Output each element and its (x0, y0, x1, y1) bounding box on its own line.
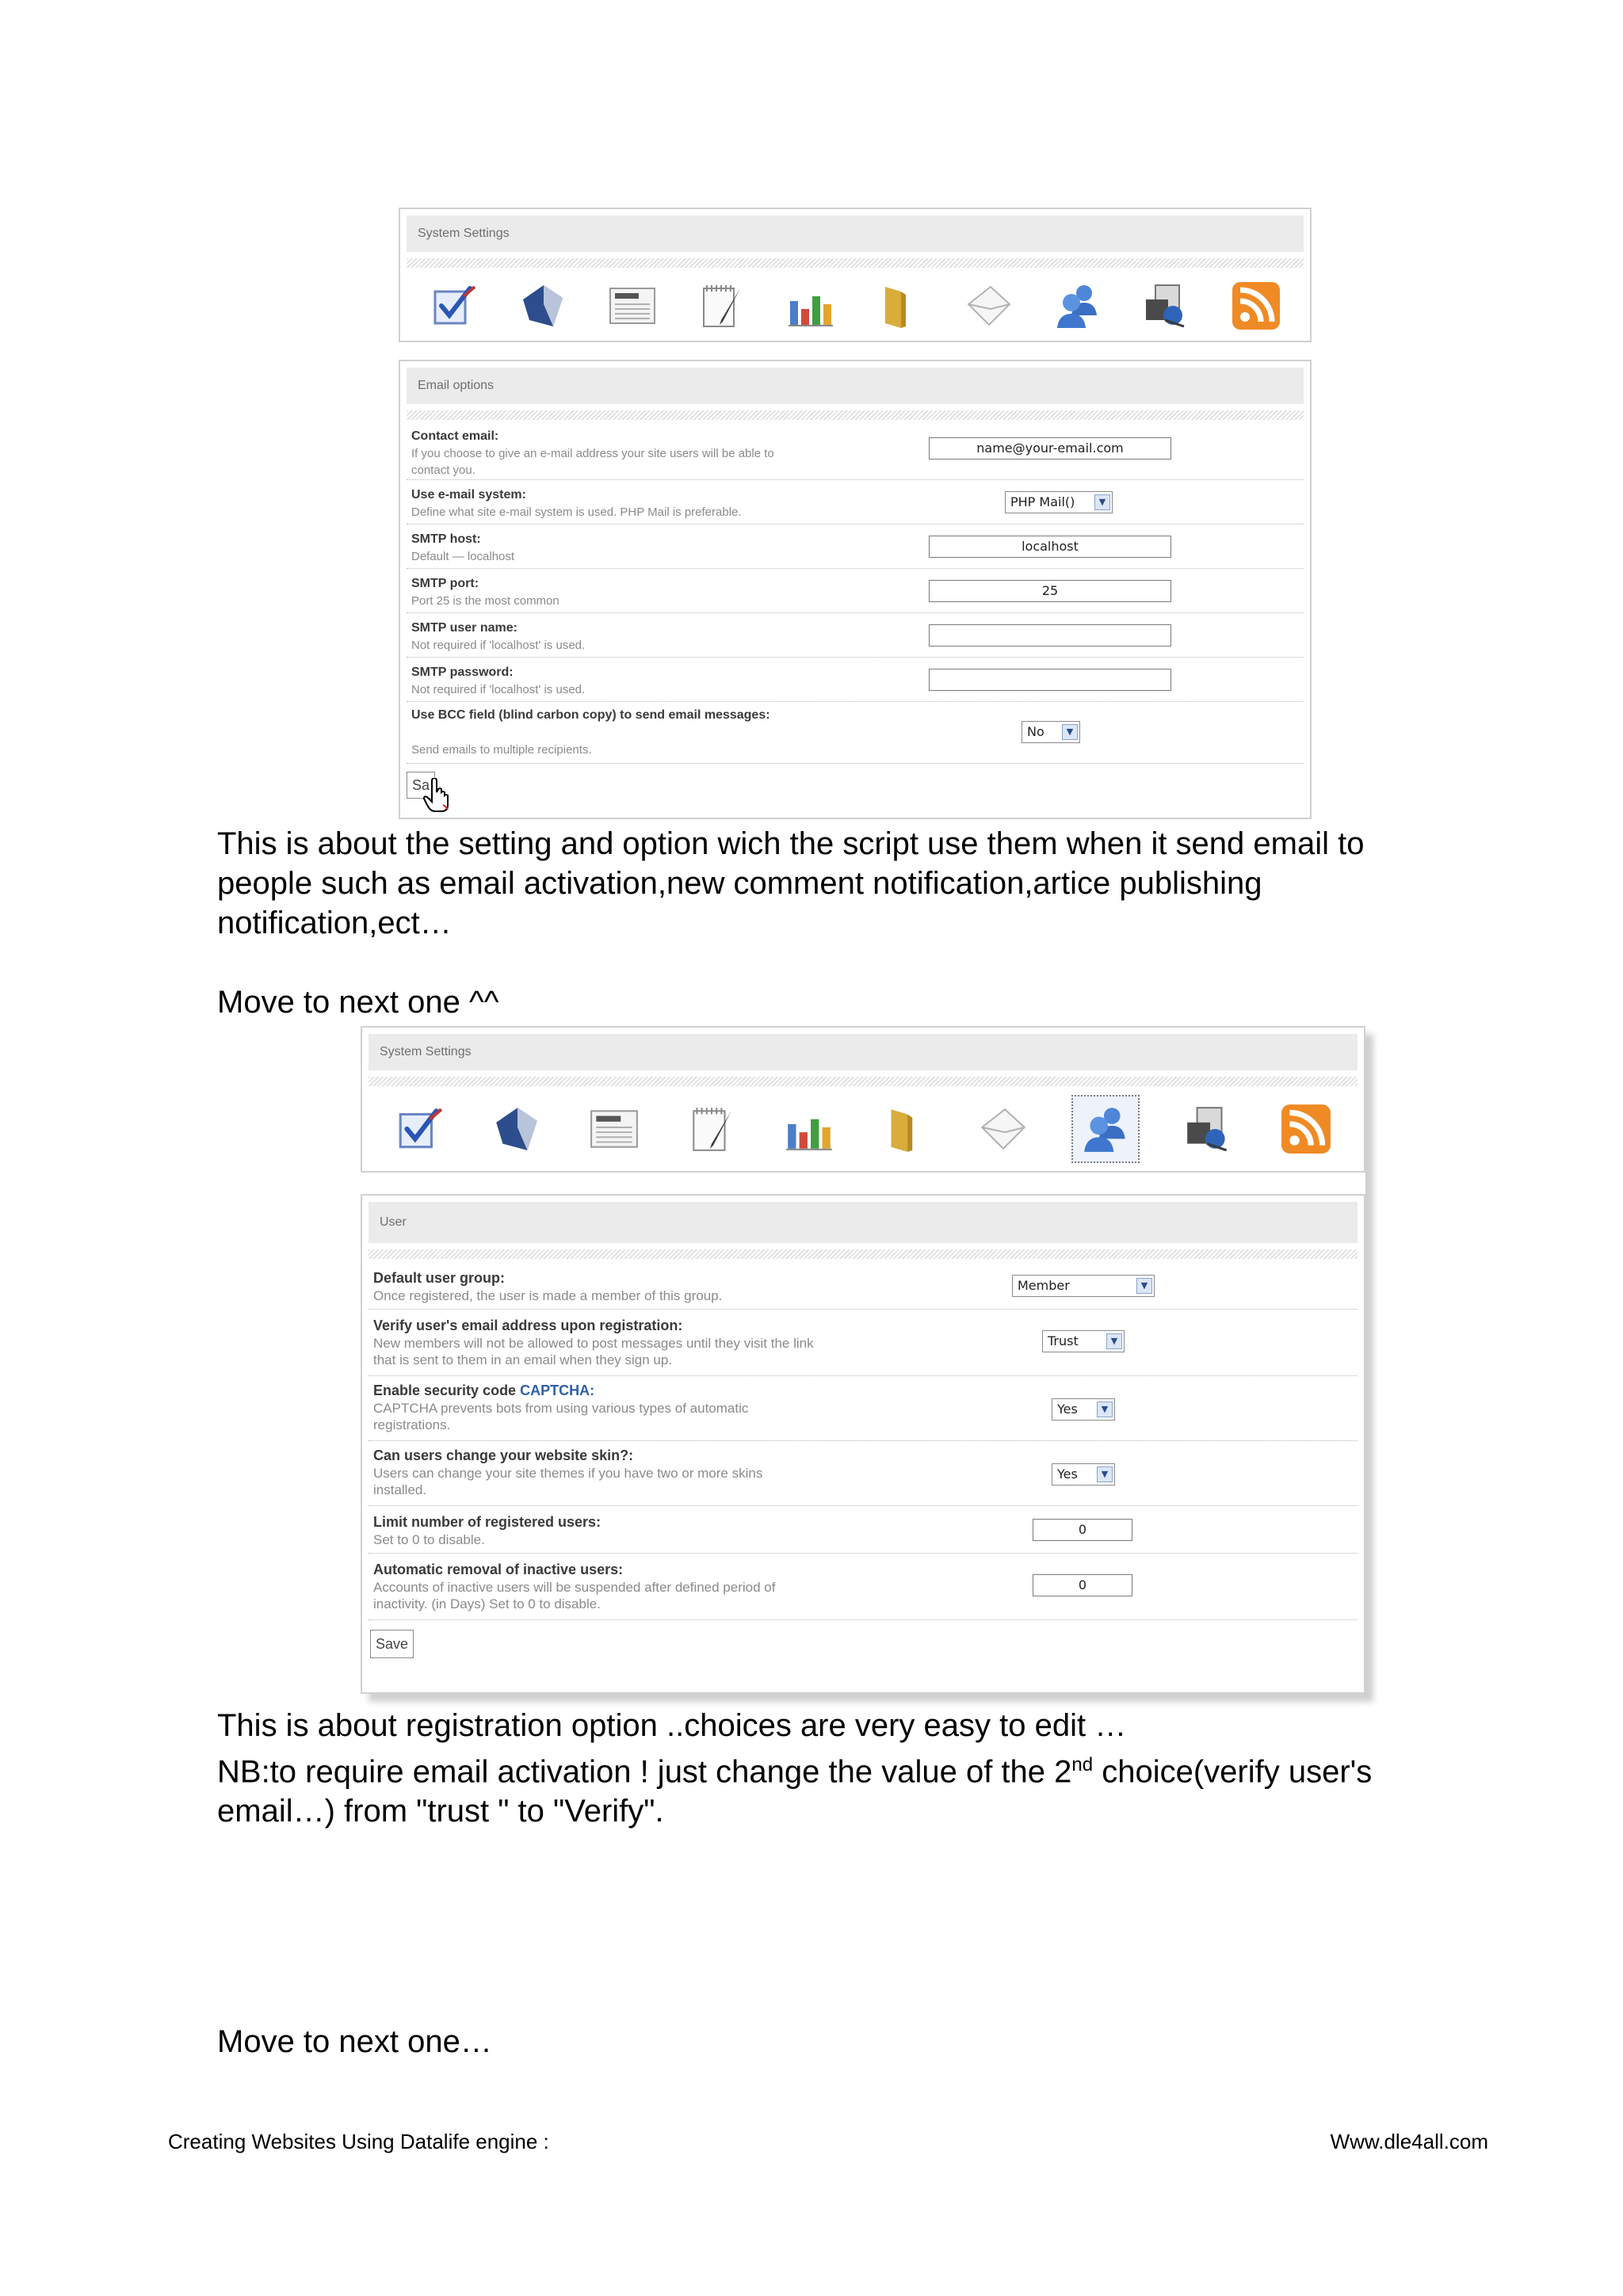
divider (407, 258, 1304, 268)
row-label: Automatic removal of inactive users: (373, 1562, 624, 1577)
smtp-username-input[interactable] (929, 624, 1171, 646)
captcha-link[interactable]: CAPTCHA: (520, 1383, 595, 1398)
chevron-down-icon[interactable]: ▼ (1097, 1466, 1113, 1482)
captcha-row (369, 1376, 1358, 1441)
system-settings-panel (399, 208, 1312, 342)
rss-icon[interactable] (1277, 1100, 1335, 1158)
chevron-down-icon[interactable]: ▼ (1062, 724, 1078, 740)
row-label: SMTP password: (411, 666, 514, 679)
row-label: SMTP port: (411, 577, 479, 590)
bar-chart-icon[interactable] (781, 1100, 838, 1158)
select-value: Yes (1057, 1402, 1078, 1417)
select-value: PHP Mail() (1010, 494, 1075, 509)
contact-email-input[interactable]: name@your-email.com (929, 437, 1171, 460)
select-value: No (1027, 724, 1044, 739)
select-value: Trust (1048, 1333, 1079, 1348)
row-description: Send emails to multiple recipients. (411, 743, 592, 757)
row-label: SMTP host: (411, 532, 481, 546)
row-label: Default user group: (373, 1270, 506, 1286)
inactive-removal-row (369, 1554, 1358, 1620)
notepad-icon[interactable] (693, 277, 750, 334)
row-description: Accounts of inactive users will be suspended after defined period of inactivity. (in Days) Set to 0 to disable. (373, 1580, 776, 1611)
email-options-screenshot (399, 208, 1312, 819)
row-label: Can users change your website skin?: (373, 1447, 634, 1463)
row-description: Once registered, the user is made a member of this group. (373, 1288, 723, 1303)
envelope-icon[interactable] (960, 277, 1018, 334)
smtp-port-row (407, 569, 1304, 613)
row-description: Not required if 'localhost' is used. (411, 639, 586, 652)
default-group-row (369, 1259, 1358, 1310)
camera-icon[interactable] (1180, 1100, 1237, 1158)
user-options-screenshot (361, 1026, 1365, 1694)
move-next-text: Move to next one ^^ (217, 985, 499, 1020)
row-description: CAPTCHA prevents bots from using various types of automatic registrations. (373, 1401, 749, 1432)
bcc-select[interactable] (1022, 721, 1080, 743)
activation-note-end: choice(verify user's email…) from "trust " to "Verify". (217, 1754, 1373, 1829)
shield-icon[interactable] (489, 1100, 546, 1158)
change-skin-row (369, 1441, 1358, 1506)
section-title: Email options (407, 368, 1304, 404)
settings-icon-bar (362, 1086, 1364, 1172)
chevron-down-icon[interactable]: ▼ (1097, 1402, 1113, 1417)
checklist-icon[interactable] (391, 1100, 449, 1158)
section-title: User (369, 1202, 1358, 1243)
users-icon[interactable] (1071, 1095, 1140, 1163)
chevron-down-icon[interactable]: ▼ (1106, 1333, 1122, 1349)
chevron-down-icon[interactable]: ▼ (1094, 494, 1110, 510)
row-label: Use e-mail system: (411, 488, 526, 502)
save-button[interactable]: Sa (407, 772, 435, 799)
notepad-icon[interactable] (683, 1100, 740, 1158)
email-settings-paragraph: This is about the setting and option wich the script use them when it send email to people such as email activation,new comment notification,artice publishing notification,ect… (217, 826, 1365, 940)
email-system-select[interactable] (1005, 491, 1113, 513)
smtp-port-input[interactable]: 25 (929, 580, 1171, 602)
camera-icon[interactable] (1138, 277, 1195, 334)
shield-icon[interactable] (515, 277, 572, 334)
registration-line: This is about registration option ..choices are very easy to edit … (217, 1708, 1127, 1743)
smtp-host-row (407, 524, 1304, 569)
row-description: Define what site e-mail system is used. PHP Mail is preferable. (411, 505, 742, 519)
smtp-host-input[interactable]: localhost (929, 536, 1171, 558)
row-label (373, 1383, 594, 1399)
row-label: Limit number of registered users: (373, 1514, 601, 1530)
panel-title: System Settings (407, 215, 1304, 252)
newspaper-icon[interactable] (604, 277, 661, 334)
captcha-select[interactable] (1052, 1398, 1115, 1421)
user-options-panel (361, 1194, 1365, 1694)
system-settings-panel (361, 1026, 1365, 1173)
contact-email-row (407, 420, 1304, 480)
registration-paragraph (217, 1706, 1453, 1831)
chevron-down-icon[interactable]: ▼ (1136, 1278, 1152, 1294)
divider (407, 410, 1304, 420)
smtp-password-input[interactable] (929, 669, 1171, 691)
captcha-label-text: Enable security code (373, 1383, 517, 1398)
settings-icon-bar (400, 268, 1310, 344)
bar-chart-icon[interactable] (782, 277, 839, 334)
ordinal-suffix: nd (1071, 1754, 1094, 1775)
row-label: Verify user's email address upon registration: (373, 1318, 683, 1333)
users-icon[interactable] (1049, 277, 1106, 334)
row-description: Not required if 'localhost' is used. (411, 683, 586, 696)
select-value: Member (1018, 1278, 1070, 1293)
default-group-select[interactable] (1012, 1275, 1155, 1297)
footer-left: Creating Websites Using Datalife engine : (168, 2130, 549, 2153)
activation-note-start: NB:to require email activation ! just change the value of the 2 (217, 1754, 1072, 1790)
folder-icon[interactable] (877, 1100, 934, 1158)
save-button[interactable]: Save (370, 1630, 414, 1658)
email-system-row (407, 480, 1304, 524)
row-description: Users can change your site themes if you have two or more skins installed. (373, 1466, 763, 1497)
rss-icon[interactable] (1228, 277, 1285, 334)
limit-users-row (369, 1506, 1358, 1554)
row-description: Default — localhost (411, 550, 515, 563)
row-description: Port 25 is the most common (411, 594, 559, 608)
bcc-row (407, 702, 1304, 764)
checklist-icon[interactable] (426, 277, 483, 334)
smtp-username-row (407, 613, 1304, 658)
change-skin-select[interactable] (1052, 1463, 1115, 1486)
row-description: If you choose to give an e-mail address your site users will be able to contact you. (411, 447, 774, 477)
email-options-panel (399, 360, 1312, 819)
move-next-text-2: Move to next one… (217, 2024, 492, 2059)
row-description: Set to 0 to disable. (373, 1532, 485, 1547)
panel-title: System Settings (369, 1034, 1358, 1070)
smtp-password-row (407, 658, 1304, 702)
folder-icon[interactable] (871, 277, 928, 334)
verify-email-row (369, 1310, 1358, 1376)
footer-right[interactable]: Www.dle4all.com (1330, 2130, 1488, 2153)
row-label: Contact email: (411, 429, 499, 443)
newspaper-icon[interactable] (586, 1100, 643, 1158)
divider (369, 1249, 1358, 1259)
activation-note (217, 1745, 1453, 1831)
select-value: Yes (1057, 1466, 1078, 1482)
row-label: SMTP user name: (411, 621, 517, 635)
verify-email-select[interactable] (1042, 1330, 1125, 1352)
hand-cursor-icon (422, 778, 451, 813)
row-label: Use BCC field (blind carbon copy) to send email messages: (411, 708, 770, 722)
inactive-removal-input[interactable]: 0 (1033, 1574, 1132, 1596)
limit-users-input[interactable]: 0 (1033, 1519, 1132, 1541)
envelope-icon[interactable] (975, 1100, 1032, 1158)
row-description: New members will not be allowed to post messages until they visit the link that is sent to them in an email when they sign up. (373, 1336, 814, 1367)
divider (369, 1077, 1358, 1086)
